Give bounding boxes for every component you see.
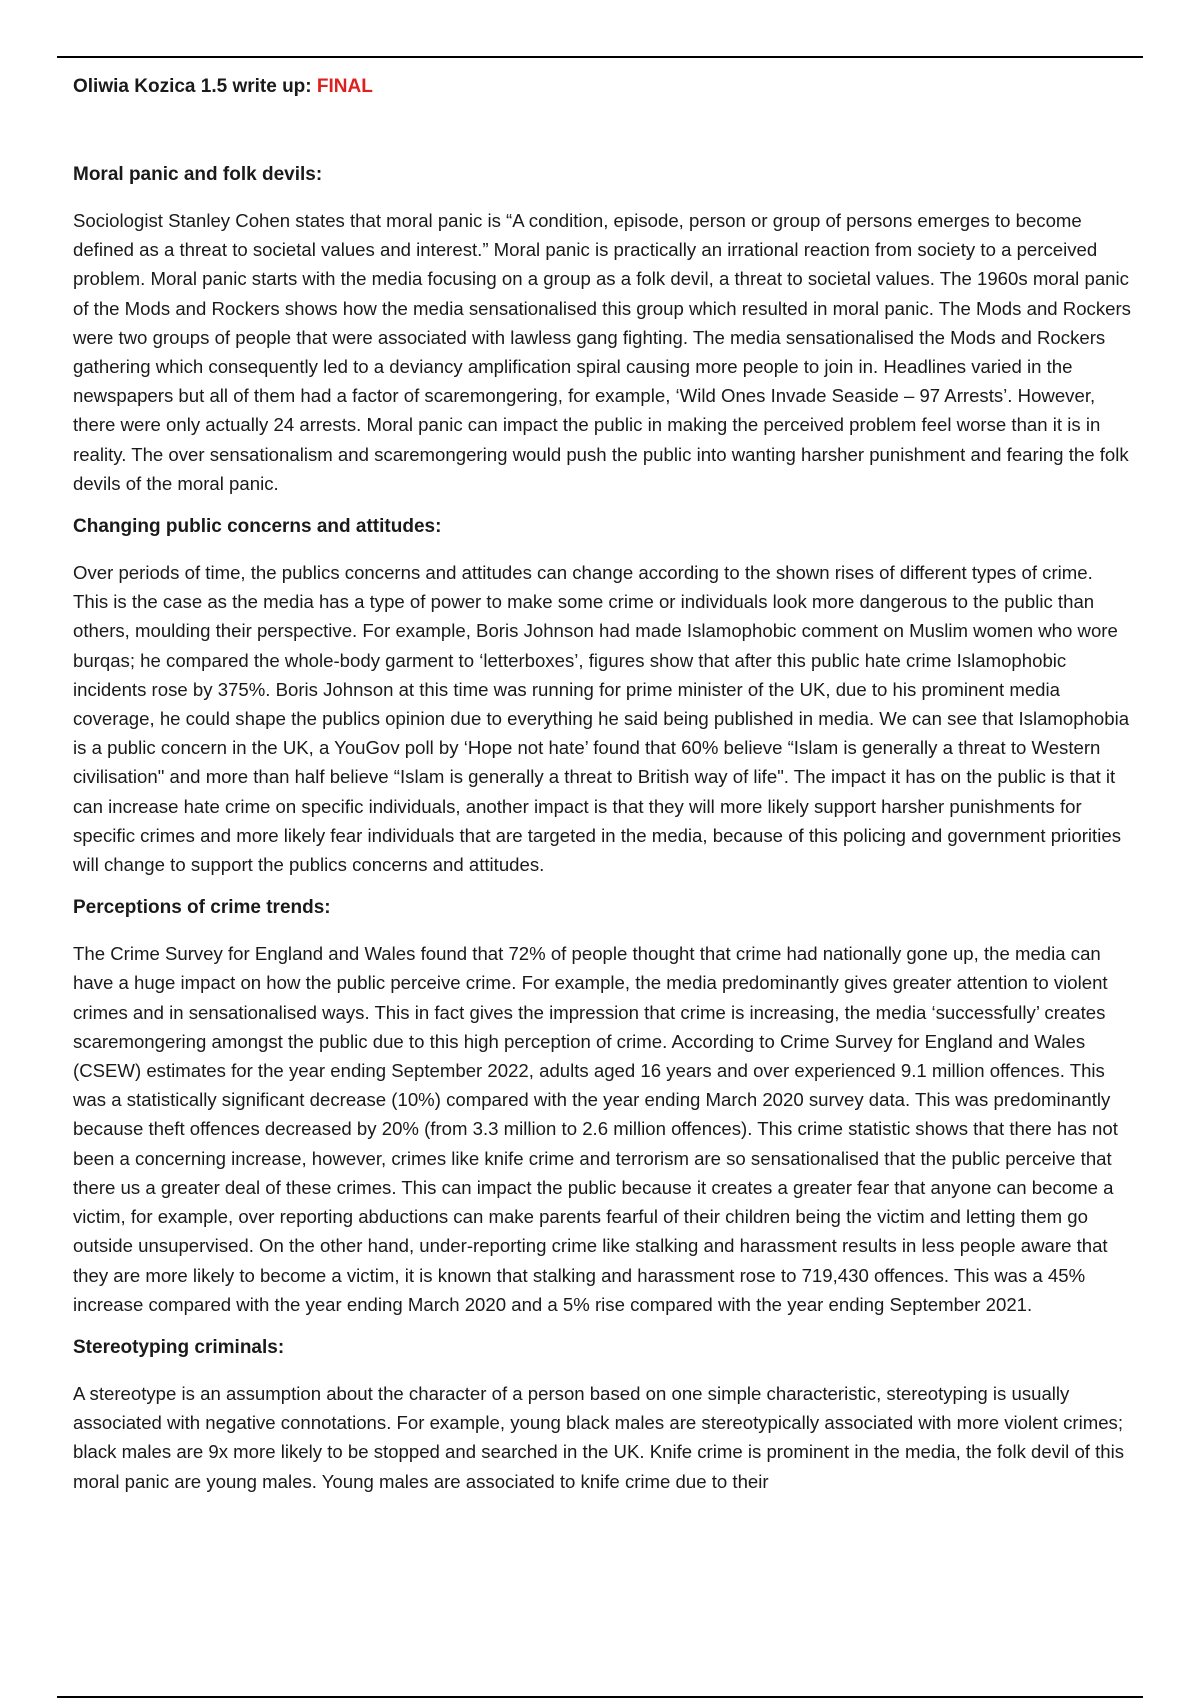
top-page-rule — [57, 56, 1143, 58]
document-title — [73, 74, 1131, 100]
section-paragraph: Over periods of time, the publics concerns and attitudes can change according to the shown rises of different types of crime. This is the case as the media has a type of power to make some crime or individuals look more dangerous to the public than others, moulding their perspective. For example, Boris Johnson had made Islamophobic comment on Muslim women who wore burqas; he compared the whole-body garment to ‘letterboxes’, figures show that after this public hate crime Islamophobic incidents rose by 375%. Boris Johnson at this time was running for prime minister of the UK, due to his prominent media coverage, he could shape the publics opinion due to everything he said being published in media. We can see that Islamophobia is a public concern in the UK, a YouGov poll by ‘Hope not hate’ found that 60% believe “Islam is generally a threat to Western civilisation" and more than half believe “Islam is generally a threat to British way of life". The impact it has on the public is that it can increase hate crime on specific individuals, another impact is that they will more likely support harsher punishments for specific crimes and more likely fear individuals that are targeted in the media, because of this policing and government priorities will change to support the publics concerns and attitudes. — [73, 562, 1130, 876]
section-paragraph: Sociologist Stanley Cohen states that moral panic is “A condition, episode, person or group of persons emerges to become defined as a threat to societal values and interest.” Moral panic is practically an irrational reaction from society to a perceived problem. Moral panic starts with the media focusing on a group as a folk devil, a threat to societal values. The 1960s moral panic of the Mods and Rockers shows how the media sensationalised this group which resulted in moral panic. The Mods and Rockers were two groups of people that were associated with lawless gang fighting. The media sensationalised the Mods and Rockers gathering which consequently led to a deviancy amplification spiral causing more people to join in. Headlines varied in the newspapers but all of them had a factor of scaremongering, for example, ‘Wild Ones Invade Seaside – 97 Arrests’. However, there were only actually 24 arrests. Moral panic can impact the public in making the perceived problem feel worse than it is in reality. The over sensationalism and scaremongering would push the public into wanting harsher punishment and fearing the folk devils of the moral panic. — [73, 210, 1131, 494]
section-heading: Changing public concerns and attitudes: — [73, 516, 442, 538]
section-heading: Stereotyping criminals: — [73, 1336, 285, 1358]
section-moral-panic — [73, 162, 1131, 498]
section-public-concerns — [73, 514, 1131, 879]
section-paragraph: The Crime Survey for England and Wales found that 72% of people thought that crime had nationally gone up, the media can have a huge impact on how the public perceive crime. For example, the media predominantly gives greater attention to violent crimes and in sensationalised ways. This in fact gives the impression that crime is increasing, the media ‘successfully’ creates scaremongering amongst the public due to this high perception of crime. According to Crime Survey for England and Wales (CSEW) estimates for the year ending September 2022, adults aged 16 years and over experienced 9.1 million offences. This was a statistically significant decrease (10%) compared with the year ending March 2020 survey data. This was predominantly because theft offences decreased by 20% (from 3.3 million to 2.6 million offences). This crime statistic shows that there has not been a concerning increase, however, crimes like knife crime and terrorism are so sensationalised that the public perceive that there us a greater deal of these crimes. This can impact the public because it creates a greater fear that anyone can become a victim, for example, over reporting abductions can make parents fearful of their children being the victim and letting them go outside unsupervised. On the other hand, under-reporting crime like stalking and harassment results in less people aware that they are more likely to become a victim, it is known that stalking and harassment rose to 719,430 offences. This was a 45% increase compared with the year ending March 2020 and a 5% rise compared with the year ending September 2021. — [73, 943, 1118, 1315]
section-stereotyping — [73, 1335, 1131, 1496]
section-crime-trends — [73, 895, 1131, 1319]
title-prefix: Oliwia Kozica 1.5 write up: — [73, 76, 317, 97]
section-paragraph: A stereotype is an assumption about the character of a person based on one simple characteristic, stereotyping is usually associated with negative connotations. For example, young black males are stereotypically associated with more violent crimes; black males are 9x more likely to be stopped and searched in the UK. Knife crime is prominent in the media, the folk devil of this moral panic are young males. Young males are associated to knife crime due to their — [73, 1382, 1125, 1492]
section-heading: Moral panic and folk devils: — [73, 164, 323, 185]
title-status: FINAL — [316, 76, 373, 97]
document-body — [73, 74, 1131, 1512]
section-heading: Perceptions of crime trends: — [73, 897, 331, 919]
bottom-page-rule — [57, 1696, 1143, 1698]
